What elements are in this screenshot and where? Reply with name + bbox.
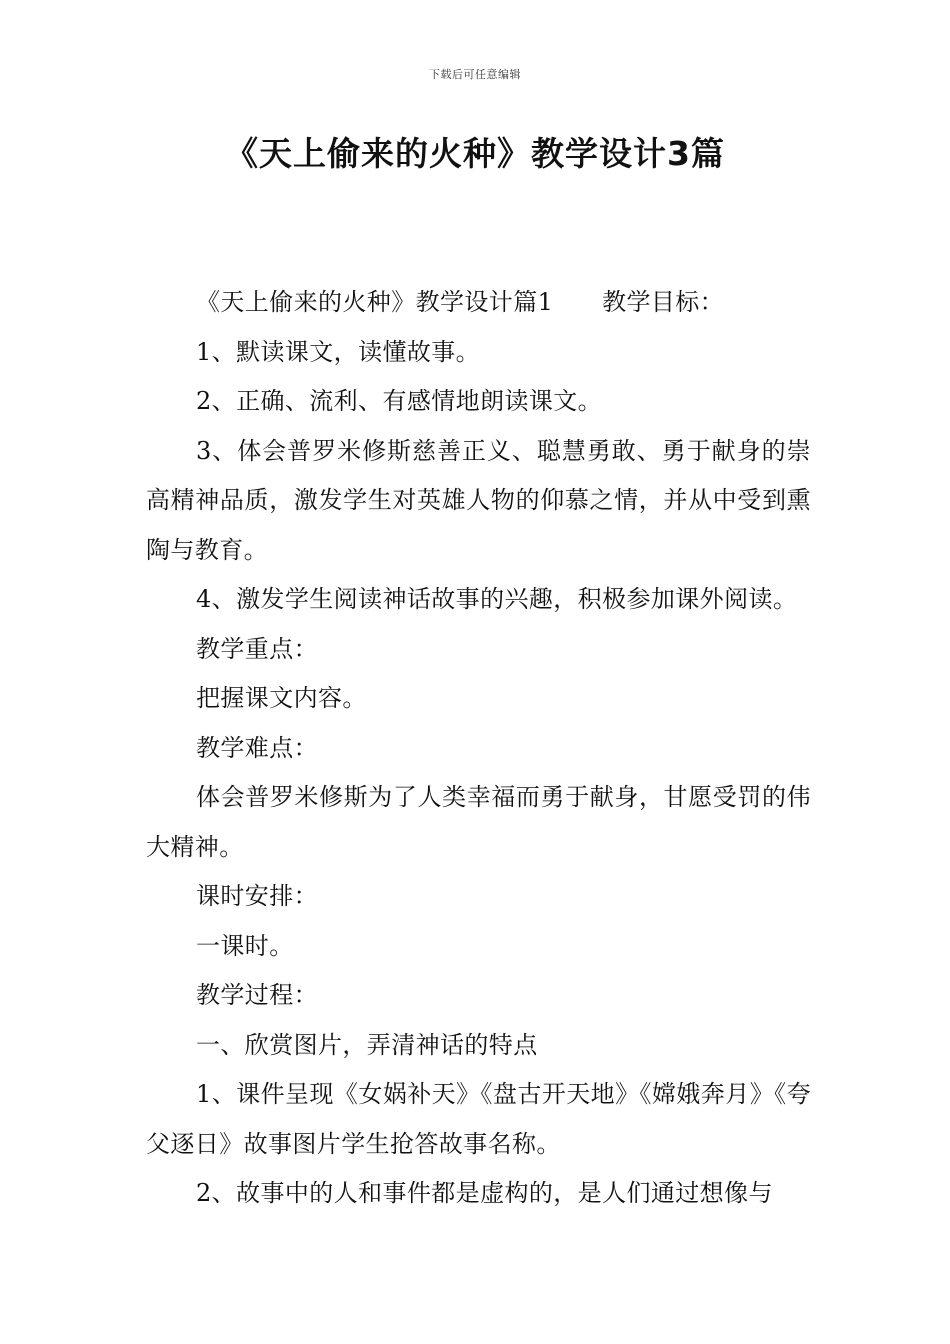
paragraph-difficulty: 体会普罗米修斯为了人类幸福而勇于献身，甘愿受罚的伟大精神。 bbox=[146, 783, 811, 861]
paragraph-intro: 《天上偷来的火种》教学设计篇1 教学目标： bbox=[196, 288, 725, 316]
paragraph-objective-3: 3、体会普罗米修斯慈善正义、聪慧勇敢、勇于献身的崇高精神品质，激发学生对英雄人物的仰慕之情，并从中受到熏陶与教育。 bbox=[146, 436, 811, 564]
paragraph-objective-1: 1、默读课文，读懂故事。 bbox=[196, 337, 481, 366]
paragraph-step-1-1: 1、课件呈现《女娲补天》《盘古开天地》《嫦娥奔月》《夸父逐日》故事图片学生抢答故事名称。 bbox=[146, 1080, 811, 1158]
paragraph-schedule: 一课时。 bbox=[196, 931, 294, 960]
document-title: 《天上偷来的火种》教学设计3篇 bbox=[225, 134, 725, 173]
paragraph-objective-4: 4、激发学生阅读神话故事的兴趣，积极参加课外阅读。 bbox=[196, 585, 798, 613]
paragraph-step-1-2: 2、故事中的人和事件都是虚构的，是人们通过想像与 bbox=[196, 1179, 773, 1207]
paragraph-step-1: 一、欣赏图片，弄清神话的特点 bbox=[196, 1030, 538, 1059]
heading-key-point: 教学重点： bbox=[196, 634, 318, 663]
heading-schedule: 课时安排： bbox=[196, 882, 318, 910]
heading-process: 教学过程： bbox=[196, 981, 318, 1009]
page-header: 下载后可任意编辑 bbox=[429, 68, 521, 81]
paragraph-key-point: 把握课文内容。 bbox=[196, 684, 367, 712]
heading-difficulty: 教学难点： bbox=[196, 733, 318, 762]
document-body bbox=[146, 278, 811, 1219]
paragraph-objective-2: 2、正确、流利、有感情地朗读课文。 bbox=[196, 387, 603, 415]
